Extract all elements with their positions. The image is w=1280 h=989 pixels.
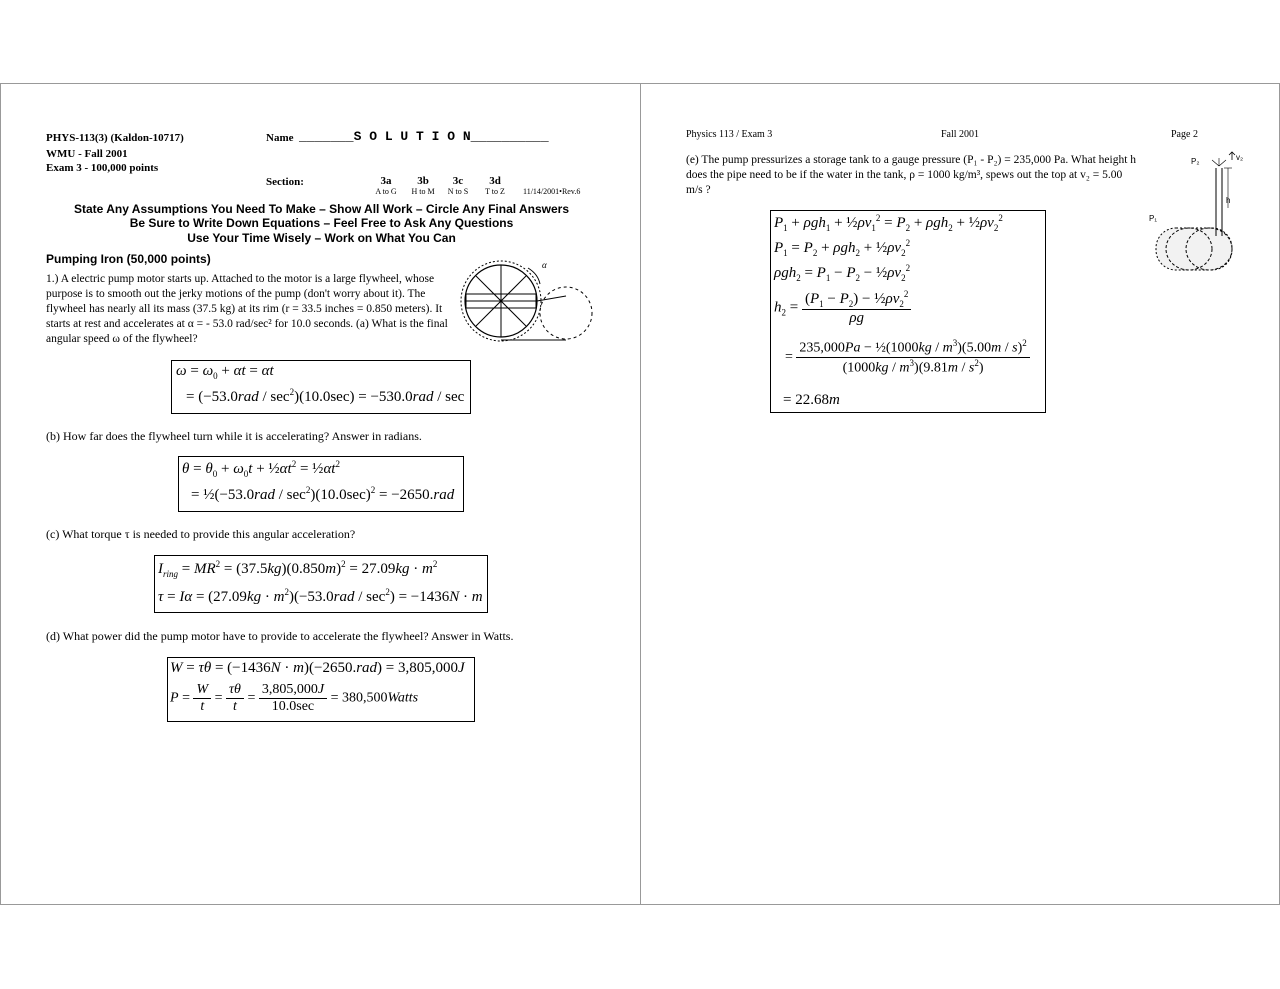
section-label: Section:	[266, 176, 304, 188]
p2-label: P₂	[1191, 157, 1200, 166]
final-answer-h: = 22.68m	[783, 392, 840, 408]
exam-title: Exam 3 - 100,000 points	[46, 162, 159, 174]
problem-title: Pumping Iron (50,000 points)	[46, 252, 211, 266]
question-d: (d) What power did the pump motor have to provide to accelerate the flywheel? Answer in Watts.	[46, 629, 514, 643]
eq-c-line-2: $\tau = I\alpha = (27.09kg \cdot m^2)(-53.0rad / \sec^2) = -1436N \cdot m$	[158, 587, 483, 605]
question-e: (e) The pump pressurizes a storage tank to a gauge pressure (P₁ - P₂) = 235,000 Pa. What height h does the pipe need to be if the water in the tank, ρ = 1000 kg/m³, spews out the top at v₂ = 5.00 m/s ?	[686, 154, 1137, 196]
eq-b-line-1: $\theta = \theta_0 + \omega_0t$ + $\frac{1}{2}\alpha t^2$ = $\frac{1}{2}\alpha t^2$	[182, 459, 340, 479]
answer-box-d	[167, 657, 475, 722]
answer-box-e	[770, 210, 1046, 413]
instruction-line-1: State Any Assumptions You Need To Make – Show All Work – Circle Any Final Answers	[74, 202, 569, 216]
course-code: PHYS-113(3) (Kaldon-10717)	[46, 132, 184, 144]
eq-d-line-1: W = τθ = (−1436N · m)(−2650.rad) = 3,805,000J	[170, 660, 465, 676]
alpha-label: α	[542, 260, 547, 270]
eq-e-line-4: $h_2$ = $\frac{(P_1 - P_2) - \frac{1}{2}\rho v_2^2}{\rho g}$	[774, 289, 911, 327]
eq-e-line-2: $P_1 = P_2 + \rho gh_2$ + $\frac{1}{2}\rho v_2^2$	[774, 238, 911, 258]
exam-page-1	[0, 83, 641, 905]
name-field: _______S O L U T I O N__________	[299, 129, 549, 144]
problem-text: 1.) A electric pump motor starts up. Attached to the motor is a large flywheel, whose purpose is to smooth out the jerky motions of the pump (don't worry about it). The flywheel has nearly all its mass (37.5 kg) at its rim (r = 33.5 inches = 0.850 meters). It starts at rest and accelerates at α = - 53.0 rad/sec² for 10.0 seconds. (a) What is the final angular speed ω of the flywheel?	[46, 273, 448, 345]
tank-diagram	[1146, 148, 1246, 278]
name-label: Name	[266, 132, 294, 144]
exam-page-2	[640, 83, 1280, 905]
answer-box-c	[154, 555, 488, 613]
eq-e-line-3: $\rho gh_2 = P_1 - P_2$ − $\frac{1}{2}\rho v_2^2$	[774, 263, 911, 283]
flywheel-diagram	[456, 256, 601, 346]
term: WMU - Fall 2001	[46, 148, 128, 160]
eq-e-line-5: = $\frac{235,000Pa - \frac{1}{2}(1000kg / m^3)(5.00m / s)^2}{(1000kg / m^3)(9.81m / s^2)}$	[785, 338, 1030, 376]
eq-a-line-1: $\omega = \omega_0 + \alpha t = \alpha t$	[176, 363, 274, 381]
v2-label: v₂	[1236, 153, 1244, 162]
eq-b-line-2: = ½(−53.0rad / $\sec^2)(10.0\sec)^2 = -2650.rad$	[191, 485, 455, 503]
question-b: (b) How far does the flywheel turn while it is accelerating? Answer in radians.	[46, 429, 422, 443]
page2-header-right: Page 2	[1171, 129, 1198, 140]
eq-e-line-1: $P_1 + \rho gh_1$ + $\frac{1}{2}\rho v_1^2 = P_2 + \rho gh_2$ + $\frac{1}{2}\rho v_2^2$	[774, 213, 1003, 233]
question-c: (c) What torque τ is needed to provide this angular acceleration?	[46, 527, 356, 541]
section-3a: 3a A to G	[375, 175, 397, 196]
instruction-line-2: Be Sure to Write Down Equations – Feel Free to Ask Any Questions	[129, 216, 514, 230]
answer-box-a	[171, 360, 471, 414]
section-3b: 3b H to M	[411, 175, 435, 196]
p1-label: P₁	[1149, 214, 1158, 223]
section-3c: 3c N to S	[447, 175, 469, 196]
page2-header-left: Physics 113 / Exam 3	[686, 129, 773, 140]
h-label: h	[1226, 196, 1231, 205]
eq-d-line-2: P = $\frac{W}{t}$ = $\frac{\tau\theta}{t}$ = $\frac{3,805,000J}{10.0\sec}$ = 380,500Watts	[170, 682, 419, 714]
answer-box-b	[178, 456, 464, 512]
eq-c-line-1: $I_{ring} = MR^2 = (37.5kg)(0.850m)^2 = 27.09kg \cdot m^2$	[158, 559, 438, 579]
eq-a-line-2: = $(-53.0rad / \sec^2)(10.0\sec) = -530.0rad / \sec$	[186, 387, 465, 405]
section-3d: 3d T to Z	[485, 175, 505, 196]
instruction-line-3: Use Your Time Wisely – Work on What You Can	[187, 231, 456, 245]
revision-date: 11/14/2001•Rev.6	[523, 187, 581, 196]
page2-header-center: Fall 2001	[941, 129, 980, 140]
